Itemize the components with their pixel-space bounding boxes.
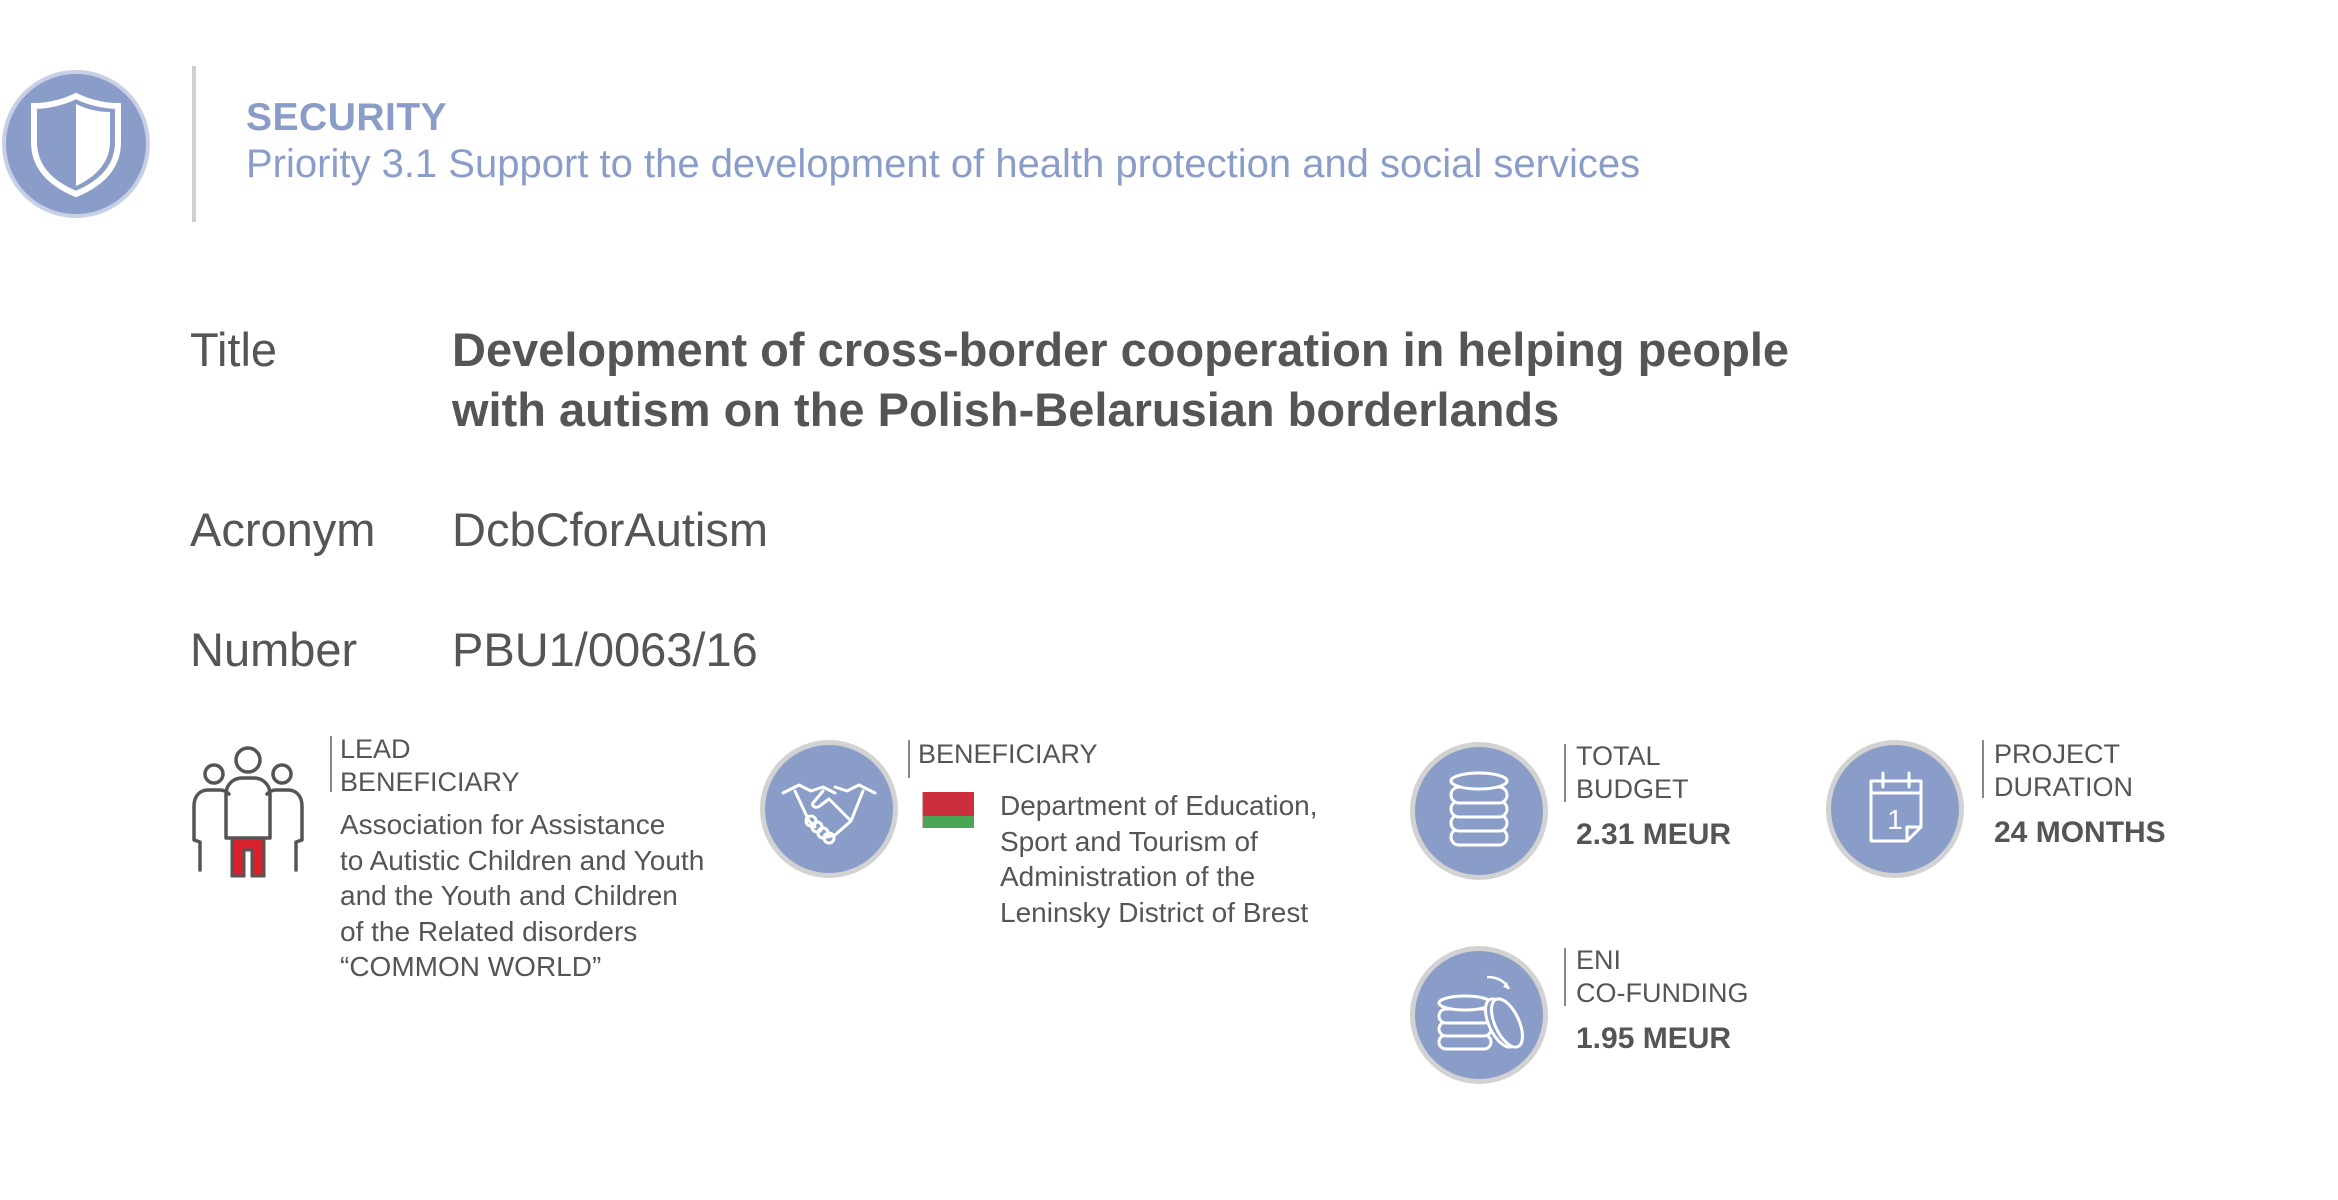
lead-beneficiary-label bbox=[340, 733, 520, 799]
total-budget-label bbox=[1576, 740, 1689, 806]
people-group-icon bbox=[186, 742, 310, 882]
lead-label-divider bbox=[330, 736, 332, 792]
category-heading: SECURITY bbox=[246, 96, 448, 139]
svg-text:1: 1 bbox=[1887, 804, 1903, 835]
eni-cofunding-label-line: ENI bbox=[1576, 945, 1622, 975]
number-label: Number bbox=[190, 623, 358, 676]
project-title-line: with autism on the Polish-Belarusian borderlands bbox=[452, 383, 1560, 436]
lead-beneficiary-line: of the Related disorders bbox=[340, 915, 638, 947]
number-value: PBU1/0063/16 bbox=[452, 623, 758, 676]
eni-cofunding-label-line: CO-FUNDING bbox=[1576, 978, 1749, 1008]
project-duration-divider bbox=[1982, 740, 1984, 798]
project-duration-label-line: DURATION bbox=[1994, 772, 2133, 802]
belarus-flag-icon bbox=[916, 792, 974, 828]
lead-beneficiary-label-line: LEAD bbox=[340, 734, 411, 764]
beneficiary-name bbox=[1000, 788, 1318, 930]
eni-cofunding-label bbox=[1576, 944, 1748, 1010]
total-budget-value: 2.31 MEUR bbox=[1576, 818, 1732, 851]
beneficiary-line: Leninsky District of Brest bbox=[1000, 896, 1309, 928]
calendar-icon bbox=[1826, 740, 1964, 878]
acronym-value: DcbCforAutism bbox=[452, 503, 769, 556]
shield-icon bbox=[2, 70, 150, 218]
total-budget-label-line: BUDGET bbox=[1576, 774, 1689, 804]
beneficiary-line: Sport and Tourism of bbox=[1000, 825, 1258, 857]
handshake-icon bbox=[760, 740, 898, 878]
beneficiary-label-divider bbox=[908, 740, 910, 778]
project-title bbox=[452, 320, 1852, 440]
lead-beneficiary-label-line: BENEFICIARY bbox=[340, 767, 520, 797]
beneficiary-line: Administration of the bbox=[1000, 861, 1256, 892]
coins-stack-icon bbox=[1410, 742, 1548, 880]
title-label: Title bbox=[190, 323, 278, 376]
lead-beneficiary-line: to Autistic Children and Youth bbox=[340, 844, 705, 876]
project-duration-label bbox=[1994, 738, 2133, 804]
project-duration-value: 24 MONTHS bbox=[1994, 816, 2166, 849]
lead-beneficiary-line: “COMMON WORLD” bbox=[340, 951, 602, 982]
header-divider bbox=[192, 66, 196, 222]
project-title-line: Development of cross-border cooperation in helping people bbox=[452, 323, 1790, 376]
beneficiary-label: BENEFICIARY bbox=[918, 739, 1098, 769]
lead-beneficiary-line: Association for Assistance bbox=[340, 809, 666, 840]
lead-beneficiary-name bbox=[340, 807, 704, 985]
acronym-label: Acronym bbox=[190, 503, 376, 556]
eni-cofunding-value: 1.95 MEUR bbox=[1576, 1022, 1732, 1055]
project-duration-label-line: PROJECT bbox=[1994, 739, 2121, 769]
eni-cofunding-divider bbox=[1564, 948, 1566, 1006]
total-budget-label-line: TOTAL bbox=[1576, 741, 1661, 771]
lead-beneficiary-line: and the Youth and Children bbox=[340, 880, 678, 911]
beneficiary-line: Department of Education, bbox=[1000, 790, 1318, 821]
coins-transfer-icon bbox=[1410, 946, 1548, 1084]
priority-subheading: Priority 3.1 Support to the development of health protection and social services bbox=[246, 142, 1641, 186]
total-budget-divider bbox=[1564, 744, 1566, 802]
